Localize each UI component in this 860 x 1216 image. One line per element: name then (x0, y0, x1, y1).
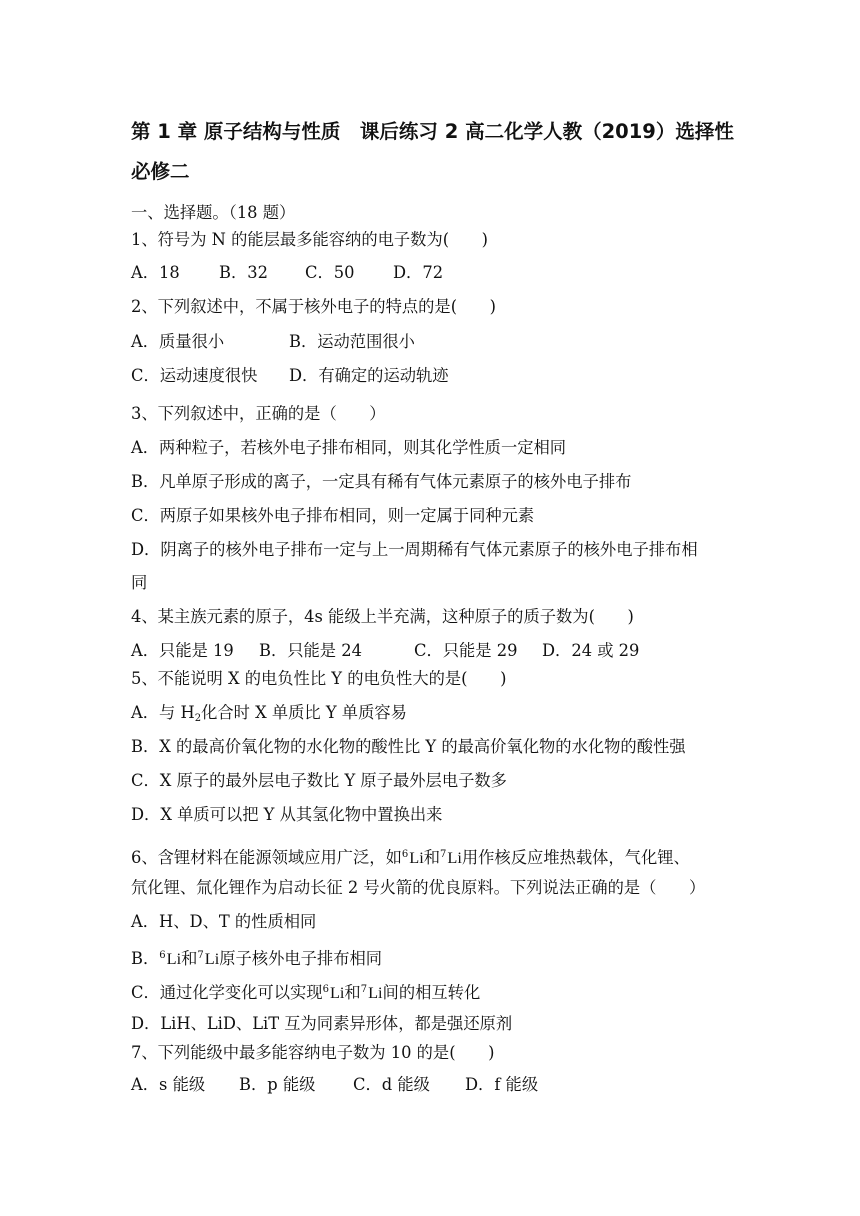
lithium-symbol: Li (329, 983, 345, 1002)
h2-subscript: 2 (194, 713, 202, 724)
question-6-option-b (131, 945, 751, 970)
option-c-text: C．通过化学变化可以实现 (131, 983, 323, 1002)
question-2-option-b: B．运动范围很小 (289, 332, 415, 351)
question-5-option-b: B．X 的最高价氧化物的水化物的酸性比 Y 的最高价氧化物的水化物的酸性强 (131, 737, 686, 756)
conjunction-and: 和 (181, 949, 198, 968)
mass-number-6: 6 (401, 849, 409, 860)
question-3-option-b: B．凡单原子形成的离子，一定具有稀有气体元素原子的核外电子排布 (131, 472, 632, 491)
question-6-stem-a: 6、含锂材料在能源领域应用广泛，如 (131, 848, 402, 867)
question-4-options (131, 640, 751, 662)
question-7-option-c: C．d 能级 (353, 1075, 430, 1094)
option-c-suffix: 间的相互转化 (382, 983, 481, 1002)
question-3-stem: 3、下列叙述中，正确的是（ ） (131, 404, 386, 423)
option-b-text: 原子核外电子排布相同 (219, 949, 383, 968)
question-1-option-b: B．32 (219, 263, 268, 282)
question-5-option-a-text: 化合时 X 单质比 Y 单质容易 (201, 703, 407, 722)
question-5-option-a-prefix: A．与 H (131, 703, 195, 722)
question-6-stem-line1 (131, 844, 751, 869)
question-1-options (131, 262, 751, 284)
question-2-stem: 2、下列叙述中，不属于核外电子的特点的是( ) (131, 297, 496, 316)
lithium-symbol: Li (166, 949, 182, 968)
option-b-label: B． (131, 949, 160, 968)
mass-number-7: 7 (440, 849, 447, 860)
question-6-option-d: D．LiH、LiD、LiT 互为同素异形体，都是强还原剂 (131, 1014, 513, 1033)
mass-number-7: 7 (197, 950, 204, 961)
question-1-option-c: C．50 (305, 263, 355, 282)
question-6-option-a: A．H、D、T 的性质相同 (131, 912, 317, 931)
question-2-option-a: A．质量很小 (131, 332, 225, 351)
question-2-option-d: D．有确定的运动轨迹 (289, 366, 449, 385)
question-1-stem: 1、符号为 N 的能层最多能容纳的电子数为( ) (131, 230, 489, 249)
mass-number-7: 7 (360, 984, 368, 995)
question-4-option-d: D．24 或 29 (542, 641, 640, 660)
lithium-symbol: Li (204, 949, 220, 968)
question-7-option-b: B．p 能级 (239, 1075, 316, 1094)
mass-number-6: 6 (322, 984, 329, 995)
question-3-option-c: C．两原子如果核外电子排布相同，则一定属于同种元素 (131, 506, 535, 525)
question-1-option-d: D．72 (393, 263, 444, 282)
question-7-option-a: A．s 能级 (131, 1075, 206, 1094)
question-3-option-d: D．阴离子的核外电子排布一定与上一周期稀有气体元素原子的核外电子排布相 (131, 540, 698, 559)
page-title: 第 1 章 原子结构与性质 课后练习 2 高二化学人教（2019）选择性必修二 (131, 120, 734, 183)
question-5-option-c: C．X 原子的最外层电子数比 Y 原子最外层电子数多 (131, 771, 507, 790)
question-7-stem: 7、下列能级中最多能容纳电子数为 10 的是( ) (131, 1043, 495, 1062)
question-5-stem: 5、不能说明 X 的电负性比 Y 的电负性大的是( ) (131, 669, 507, 688)
question-6-option-c (131, 979, 751, 1004)
conjunction-and: 和 (423, 848, 441, 867)
question-3-option-a: A．两种粒子，若核外电子排布相同，则其化学性质一定相同 (131, 438, 567, 457)
question-4-option-b: B．只能是 24 (259, 641, 362, 660)
question-7-option-d: D．f 能级 (465, 1075, 539, 1094)
mass-number-6: 6 (159, 950, 166, 961)
question-2-option-c: C．运动速度很快 (131, 366, 258, 385)
question-6-stem-b: 用作核反应堆热载体，气化锂、 (461, 848, 690, 867)
lithium-symbol: Li (368, 983, 383, 1002)
question-3-option-d-continued: 同 (131, 573, 148, 592)
question-5-option-a (131, 702, 751, 730)
lithium-symbol: Li (409, 848, 424, 867)
question-4-option-a: A．只能是 19 (131, 641, 234, 660)
question-5-option-d: D．X 单质可以把 Y 从其氢化物中置换出来 (131, 805, 443, 824)
lithium-symbol: Li (447, 848, 462, 867)
question-2-options-row1 (131, 331, 751, 353)
question-1-option-a: A．18 (131, 263, 180, 282)
question-7-options (131, 1074, 751, 1096)
question-6-stem-line2: 氘化锂、氚化锂作为启动长征 2 号火箭的优良原料。下列说法正确的是（ ） (131, 878, 706, 897)
conjunction-and: 和 (344, 983, 361, 1002)
question-2-options-row2 (131, 365, 751, 387)
question-4-stem: 4、某主族元素的原子，4s 能级上半充满，这种原子的质子数为( ) (131, 607, 634, 626)
section-heading: 一、选择题。（18 题） (131, 203, 296, 222)
question-4-option-c: C．只能是 29 (414, 641, 518, 660)
